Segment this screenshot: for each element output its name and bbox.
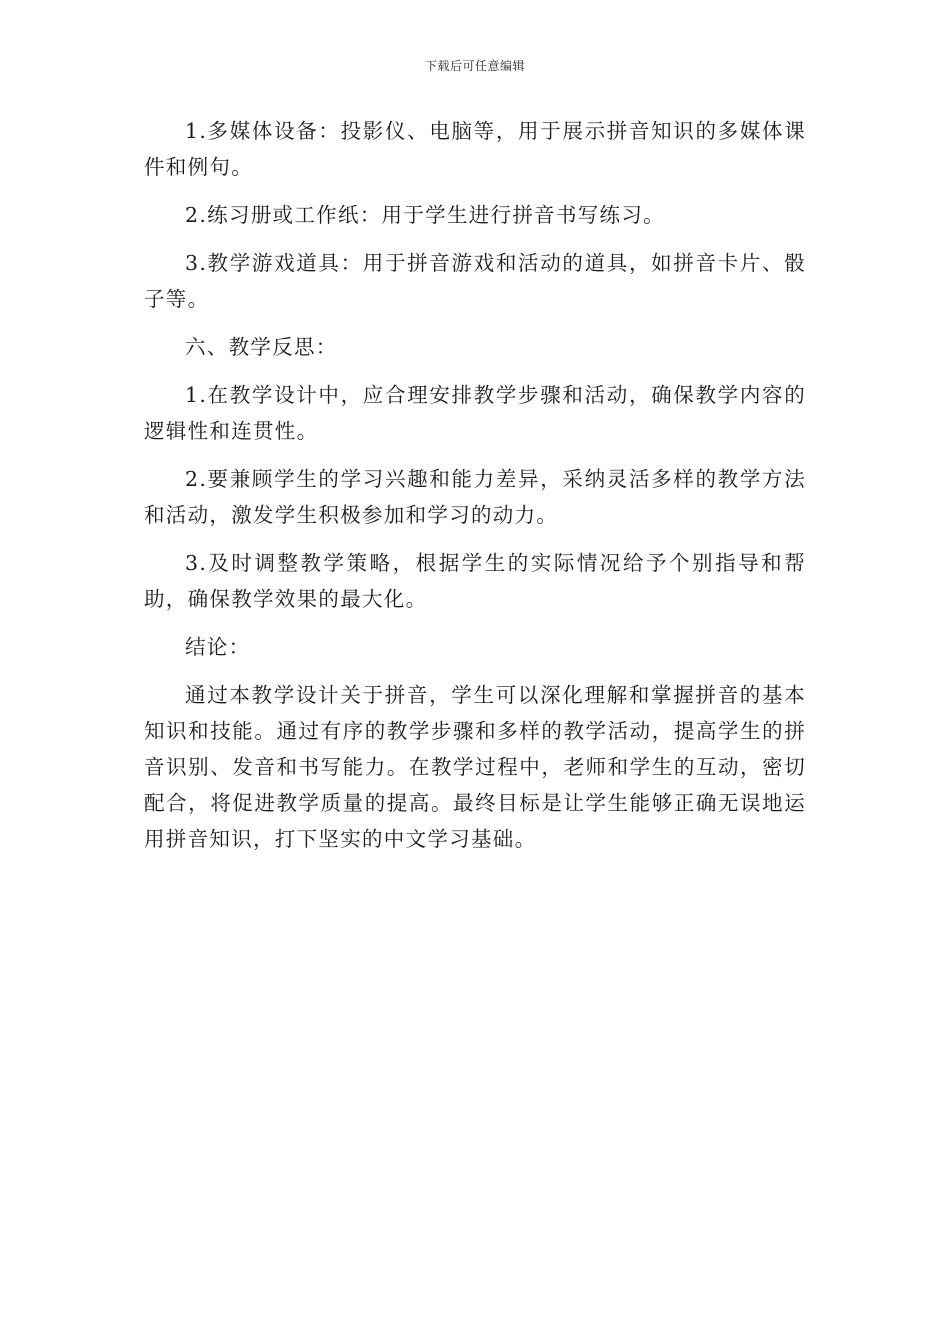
paragraph-conclusion: 通过本教学设计关于拼音，学生可以深化理解和掌握拼音的基本知识和技能。通过有序的教学步骤和多样的教学活动，提高学生的拼音识别、发音和书写能力。在教学过程中，老师和学生的互动，密切配合，将促进教学质量的提高。最终目标是让学生能够正确无误地运用拼音知识，打下坚实的中文学习基础。 xyxy=(144,683,806,851)
document-body xyxy=(144,113,806,869)
section-heading-conclusion: 结论： xyxy=(185,635,251,659)
page-header-note: 下载后可任意编辑 xyxy=(424,59,525,73)
paragraph-equipment-game-props: 3.教学游戏道具：用于拼音游戏和活动的道具，如拼音卡片、骰子等。 xyxy=(144,251,806,311)
paragraph-reflection-2: 2.要兼顾学生的学习兴趣和能力差异，采纳灵活多样的教学方法和活动，激发学生积极参加和学习的动力。 xyxy=(144,467,806,527)
paragraph-reflection-3: 3.及时调整教学策略，根据学生的实际情况给予个别指导和帮助，确保教学效果的最大化。 xyxy=(144,551,806,611)
paragraph-equipment-workbook: 2.练习册或工作纸：用于学生进行拼音书写练习。 xyxy=(185,203,665,227)
paragraph-reflection-1: 1.在教学设计中，应合理安排教学步骤和活动，确保教学内容的逻辑性和连贯性。 xyxy=(144,383,806,443)
paragraph-equipment-multimedia: 1.多媒体设备：投影仪、电脑等，用于展示拼音知识的多媒体课件和例句。 xyxy=(144,119,806,179)
section-heading-reflection: 六、教学反思： xyxy=(185,335,338,359)
